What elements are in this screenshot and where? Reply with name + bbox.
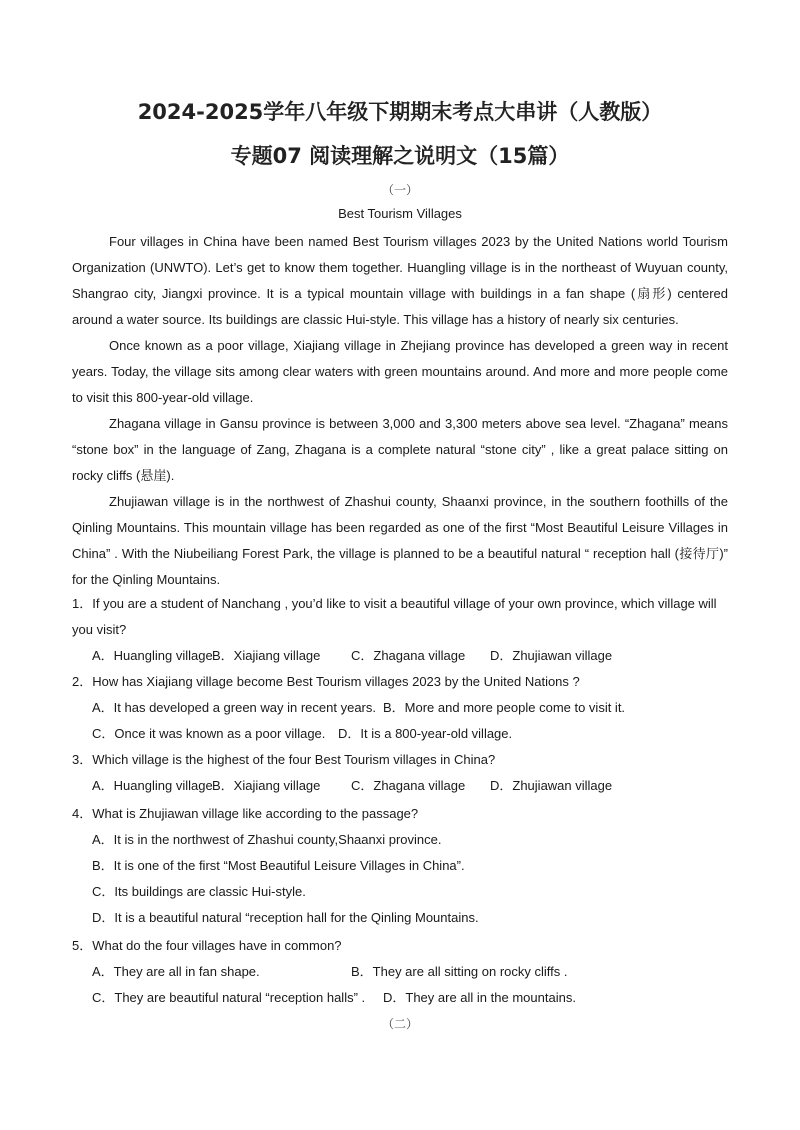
passage-paragraph: Four villages in China have been named Best Tourism villages 2023 by the United Nations world Tourism Organization (UNWTO). Let’s get to know them together. Huangling village is in the northeast of Wuyuan county, Shangrao city, Jiangxi province. It is a typical mountain village with buildings in a fan shape (扇形) centered around a water source. Its buildings are classic Hui-style. This village has a history of nearly six centuries.: [72, 234, 728, 327]
option-a: A．Huangling village: [92, 648, 213, 663]
option-c: C．Its buildings are classic Hui-style.: [92, 884, 306, 899]
option-d: D．Zhujiawan village: [490, 778, 613, 793]
option-row: [72, 853, 728, 879]
option-c: C．Zhagana village: [351, 648, 466, 663]
option-row: [72, 773, 728, 799]
option-row: [72, 695, 728, 721]
passage-paragraph: Once known as a poor village, Xiajiang village in Zhejiang province has developed a green way in recent years. Today, the village sits among clear waters with green mountains around. And more and more people come to visit this 800-year-old village.: [72, 338, 728, 405]
option-row: [72, 905, 728, 931]
option-c: C．They are beautiful natural “reception halls” .: [92, 990, 366, 1005]
question-stem: 5．What do the four villages have in common?: [72, 938, 342, 953]
option-a: A．It has developed a green way in recent years.: [92, 700, 376, 715]
option-a: A．It is in the northwest of Zhashui county,Shaanxi province.: [92, 832, 442, 847]
question-stem: 4．What is Zhujiawan village like according to the passage?: [72, 806, 419, 821]
question-stem: 3．Which village is the highest of the four Best Tourism villages in China?: [72, 752, 496, 767]
option-c: C．Once it was known as a poor village.: [92, 726, 326, 741]
option-row: [72, 959, 728, 985]
question-1: [72, 591, 728, 669]
section-label-1: （一）: [381, 183, 418, 197]
question-stem: 2．How has Xiajiang village become Best Tourism villages 2023 by the United Nations ?: [72, 674, 580, 689]
question-5: [72, 933, 728, 1011]
option-d: D．It is a beautiful natural “reception hall for the Qinling Mountains.: [92, 910, 479, 925]
option-row: [72, 721, 728, 747]
option-b: B．They are all sitting on rocky cliffs .: [351, 964, 568, 979]
option-b: B．More and more people come to visit it.: [383, 700, 626, 715]
option-row: [72, 879, 728, 905]
option-row: [72, 985, 728, 1011]
question-stem: 1．If you are a student of Nanchang , you’d like to visit a beautiful village of your own province, which village will you visit?: [72, 596, 717, 637]
question-3: [72, 747, 728, 799]
option-b: B．Xiajiang village: [212, 778, 321, 793]
section-label-2: （二）: [381, 1017, 418, 1031]
option-d: D．They are all in the mountains.: [383, 990, 576, 1005]
passage-title: Best Tourism Villages: [338, 206, 462, 221]
document-subtitle: 专题07 阅读理解之说明文（15篇）: [230, 144, 570, 168]
option-a: A．Huangling village: [92, 778, 213, 793]
question-2: [72, 669, 728, 747]
option-b: B．It is one of the first “Most Beautiful Leisure Villages in China”.: [92, 858, 465, 873]
passage-paragraph: Zhujiawan village is in the northwest of Zhashui county, Shaanxi province, in the southern foothills of the Qinling Mountains. This mountain village has been regarded as one of the first “Most Beautiful Leisure Villages in China” . With the Niubeiliang Forest Park, the village is planned to be a beautiful natural “ reception hall (接待厅)” for the Qinling Mountains.: [72, 494, 728, 587]
question-4: [72, 801, 728, 931]
passage-body: [72, 229, 728, 593]
passage-paragraph: Zhagana village in Gansu province is between 3,000 and 3,300 meters above sea level. “Zhagana” means “stone box” in the language of Zang, Zhagana is a complete natural “stone city” , like a great palace sitting on rocky cliffs (悬崖).: [72, 416, 728, 483]
option-d: D．Zhujiawan village: [490, 648, 613, 663]
option-row: [72, 827, 728, 853]
option-d: D．It is a 800-year-old village.: [338, 726, 513, 741]
option-a: A．They are all in fan shape.: [92, 964, 260, 979]
option-c: C．Zhagana village: [351, 778, 466, 793]
document-title: 2024-2025学年八年级下期期末考点大串讲（人教版）: [137, 100, 663, 124]
option-b: B．Xiajiang village: [212, 648, 321, 663]
option-row: [72, 643, 728, 669]
